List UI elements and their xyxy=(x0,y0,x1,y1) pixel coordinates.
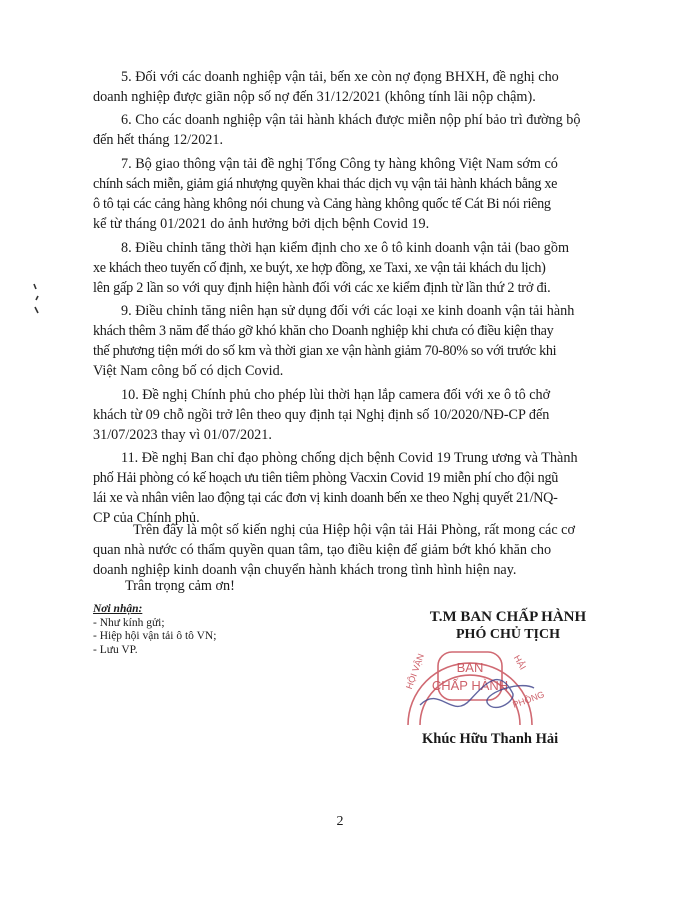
paragraph-line: 10. Đề nghị Chính phủ cho phép lùi thời hạn lắp camera đối với xe ô tô chở xyxy=(121,387,551,403)
paragraph-11 xyxy=(93,448,593,528)
margin-mark xyxy=(28,280,48,320)
paragraph-line: Trên đây là một số kiến nghị của Hiệp hội vận tải Hải Phòng, rất mong các cơ xyxy=(133,522,575,538)
paragraph-line: 31/07/2023 thay vì 01/07/2021. xyxy=(93,427,272,443)
paragraph-line: 8. Điều chỉnh tăng thời hạn kiểm định cho xe ô tô kinh doanh vận tải (bao gồm xyxy=(121,240,570,256)
seal-stamp xyxy=(400,630,546,725)
svg-text:PHÒNG: PHÒNG xyxy=(511,689,546,710)
paragraph-line: thế phương tiện mới do số km và thời gian xe vận hành giảm 70-80% so với trước khi xyxy=(93,343,557,359)
closing-line: Trân trọng cảm ơn! xyxy=(125,578,235,594)
paragraph-7 xyxy=(93,154,593,234)
svg-text:HỘI VẬN: HỘI VẬN xyxy=(403,652,426,691)
svg-text:HẢI: HẢI xyxy=(511,653,528,672)
recipient-item: - Hiệp hội vận tải ô tô VN; xyxy=(93,630,217,642)
paragraph-line: 7. Bộ giao thông vận tải đề nghị Tổng Công ty hàng không Việt Nam sớm có xyxy=(121,156,558,172)
paragraph-line: chính sách miễn, giảm giá nhượng quyền khai thác dịch vụ vận tải hành khách bằng xe xyxy=(93,176,558,192)
paragraph-line: 9. Điều chỉnh tăng niên hạn sử dụng đối với các loại xe kinh doanh vận tải hành xyxy=(121,303,575,319)
paragraph-line: 11. Đề nghị Ban chỉ đạo phòng chống dịch bệnh Covid 19 Trung ương và Thành xyxy=(121,450,578,466)
paragraph-9 xyxy=(93,301,593,381)
recipients-title: Nơi nhận: xyxy=(93,603,143,615)
signature-role: PHÓ CHỦ TỊCH xyxy=(456,627,560,642)
signature-org: T.M BAN CHẤP HÀNH xyxy=(429,609,587,625)
paragraph-line: ô tô tại các cảng hàng không nói chung và Cảng hàng không quốc tế Cát Bi nói riêng xyxy=(93,196,551,212)
paragraph-10 xyxy=(93,385,593,445)
paragraph-line: doanh nghiệp kinh doanh vận chuyển hành khách trong tình hình hiện nay. xyxy=(93,562,517,578)
paragraph-line: khách thêm 3 năm để tháo gỡ khó khăn cho Doanh nghiệp khi chưa có điều kiện thay xyxy=(93,323,554,339)
paragraph-line: phố Hải phòng có kế hoạch ưu tiên tiêm phòng Vacxin Covid 19 miễn phí cho đội ngũ xyxy=(93,470,559,486)
paragraph-8 xyxy=(93,238,593,298)
paragraph-line: xe khách theo tuyến cố định, xe buýt, xe hợp đồng, xe Taxi, xe vận tải khách du lịch) xyxy=(93,260,546,276)
paragraph-line: 6. Cho các doanh nghiệp vận tải hành khách được miễn nộp phí bảo trì đường bộ xyxy=(121,112,581,128)
signer-name: Khúc Hữu Thanh Hải xyxy=(422,731,559,747)
paragraph-line: lên gấp 2 lần so với quy định hiện hành đối với các xe kiểm định từ lần thứ 2 trở đi. xyxy=(93,280,551,296)
paragraph-line: 5. Đối với các doanh nghiệp vận tải, bến xe còn nợ đọng BHXH, đề nghị cho xyxy=(121,69,559,85)
paragraph-5 xyxy=(93,67,593,107)
recipients-block xyxy=(93,603,216,657)
paragraph-6 xyxy=(93,110,593,150)
seal-text: CHẤP HÀNH xyxy=(431,678,509,693)
paragraph-line: kể từ tháng 01/2021 do ảnh hưởng bởi dịch bệnh Covid 19. xyxy=(93,216,430,232)
signature-block xyxy=(408,608,608,644)
paragraph-line: đến hết tháng 12/2021. xyxy=(93,132,224,148)
paragraph-conclusion xyxy=(93,520,593,580)
paragraph-line: khách từ 09 chỗ ngồi trở lên theo quy định tại Nghị định số 10/2020/NĐ-CP đến xyxy=(93,407,550,423)
seal-text: BAN xyxy=(456,660,484,675)
paragraph-line: doanh nghiệp được giãn nộp số nợ đến 31/12/2021 (không tính lãi nộp chậm). xyxy=(93,89,536,105)
paragraph-line: Việt Nam công bố có dịch Covid. xyxy=(93,363,284,379)
paragraph-line: quan nhà nước có thẩm quyền quan tâm, tạo điều kiện để giảm bớt khó khăn cho xyxy=(93,542,552,558)
paragraph-line: lái xe và nhân viên lao động tại các đơn vị kinh doanh bến xe theo Nghị quyết 21/NQ- xyxy=(93,490,558,506)
recipient-item: - Lưu VP. xyxy=(93,643,138,656)
recipient-item: - Như kính gửi; xyxy=(93,616,165,629)
paragraph-line: CP của Chính phủ. xyxy=(93,510,200,526)
page-number: 2 xyxy=(336,814,344,829)
